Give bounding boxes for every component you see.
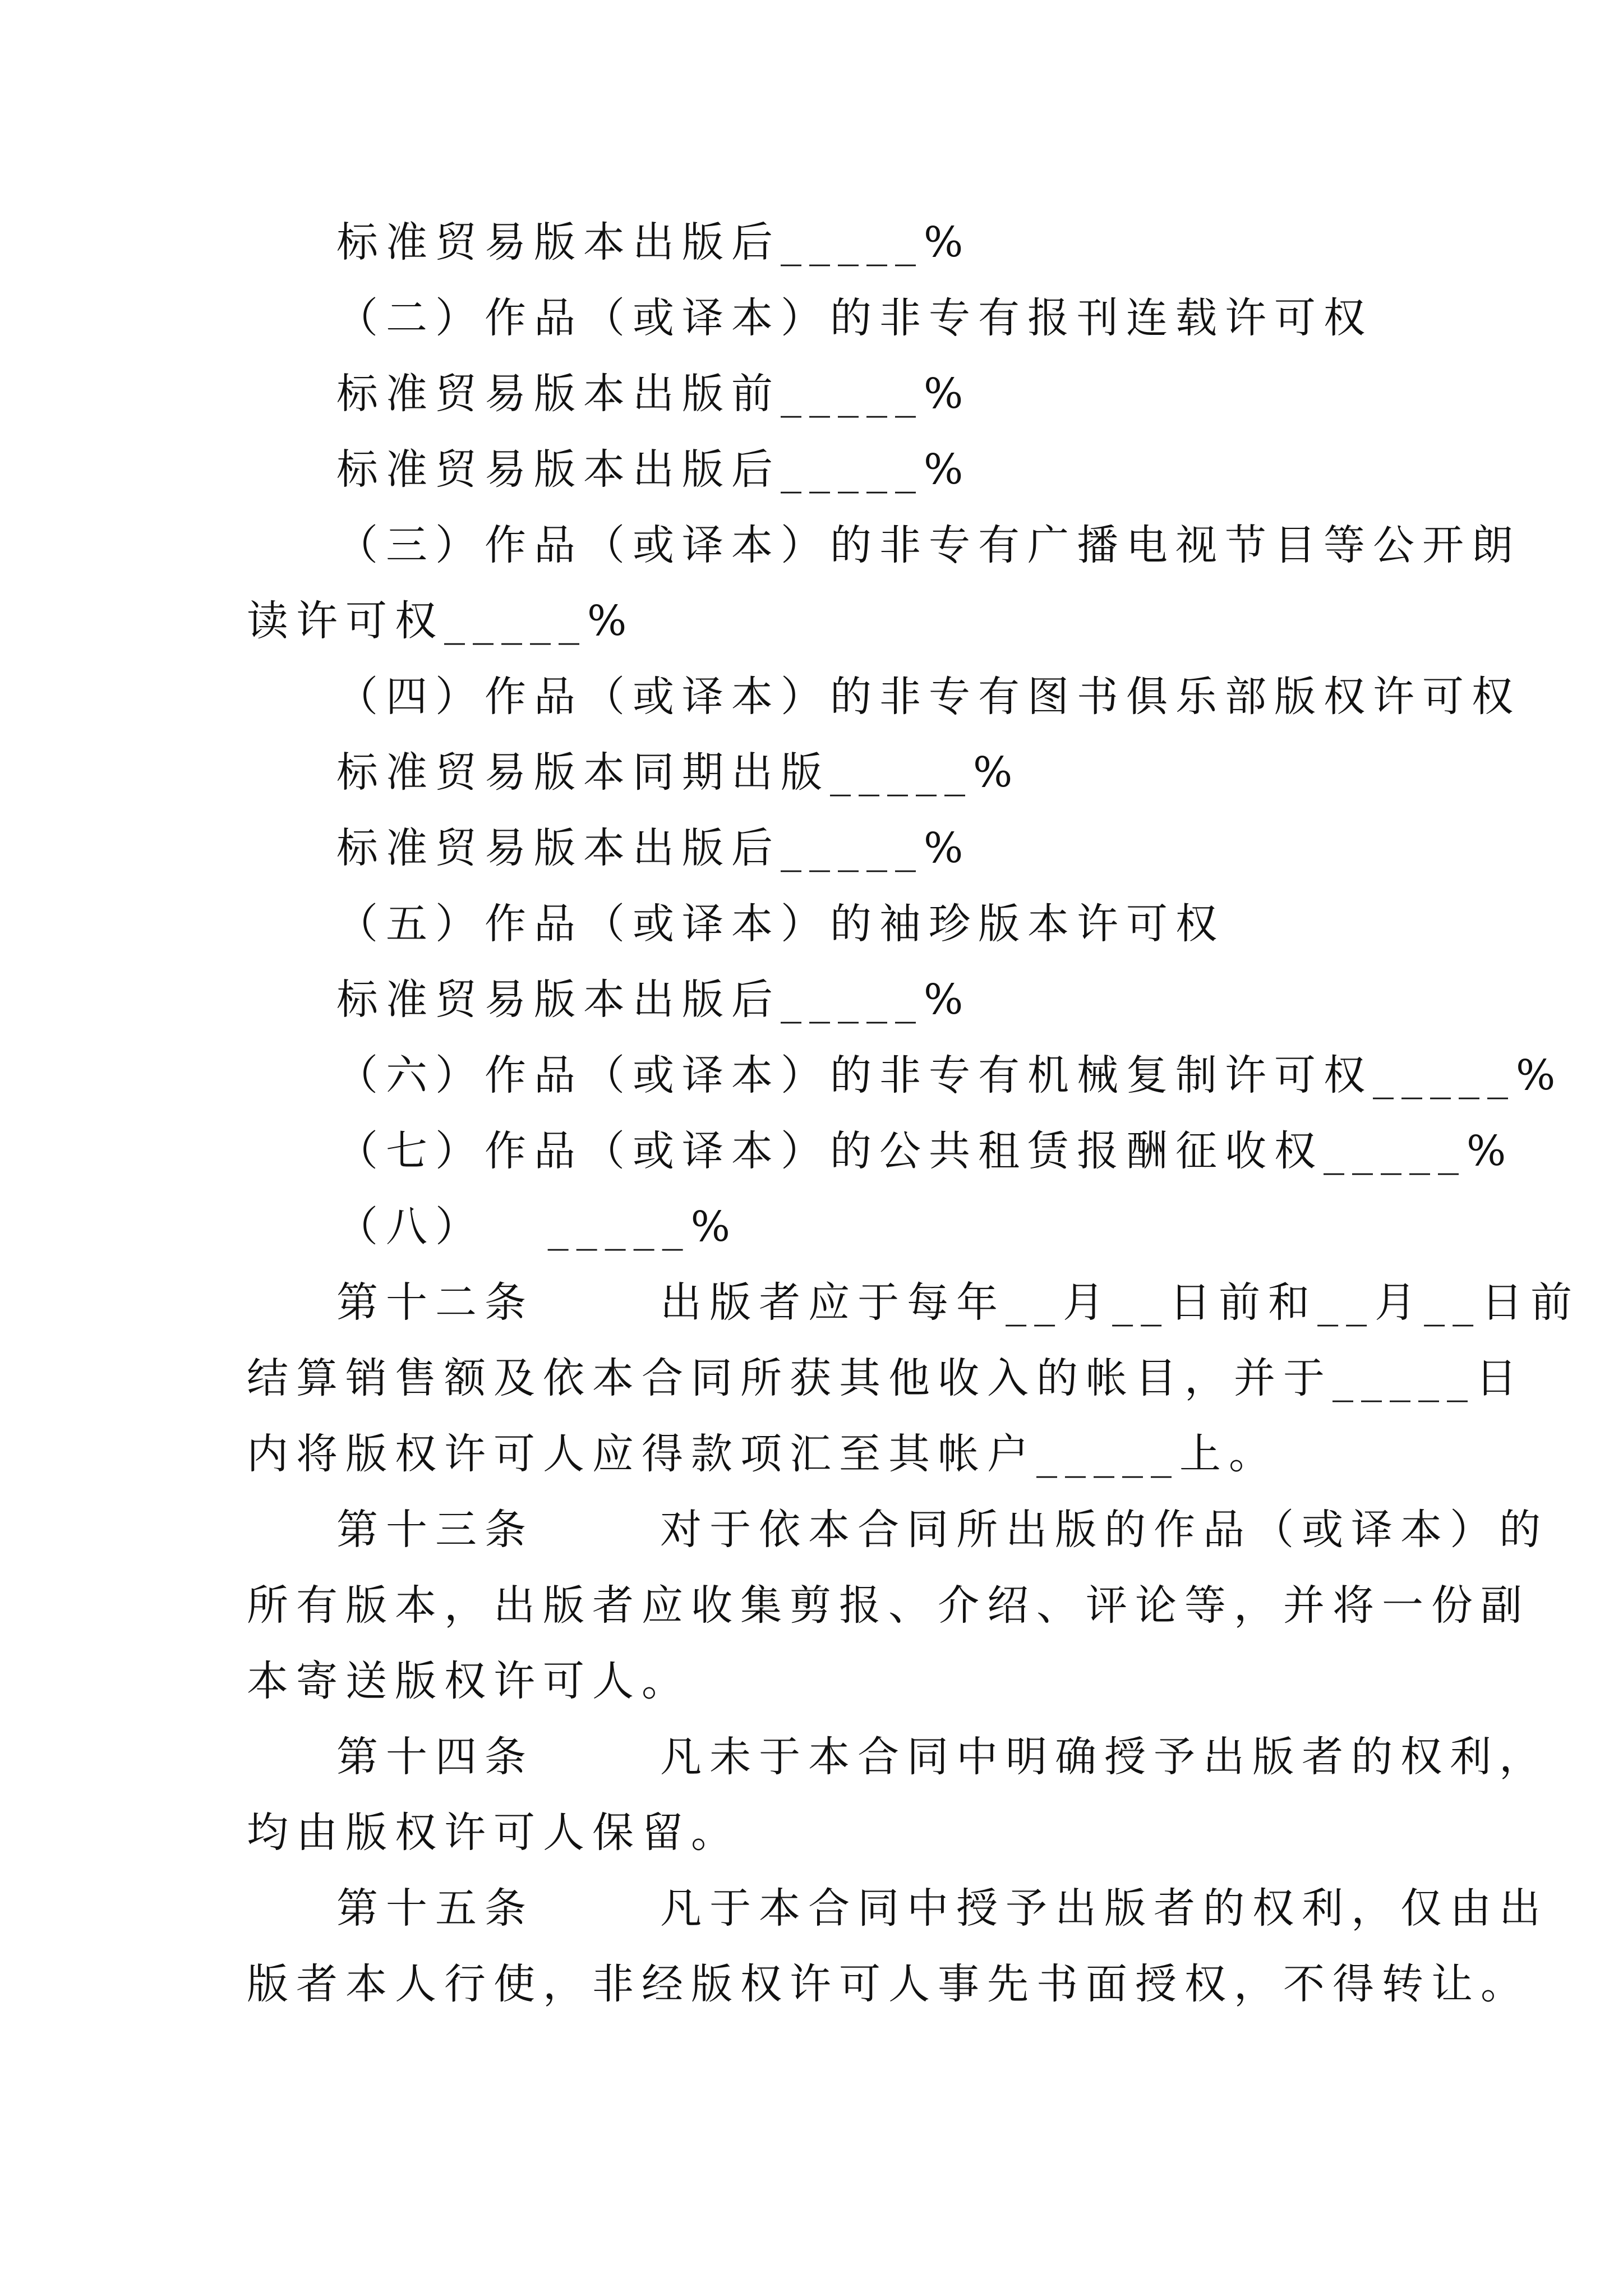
text-line: 均由版权许可人保留。 [247, 1809, 740, 1857]
text-line: （七）作品（或译本）的公共租赁报酬征收权_____% [336, 1127, 1514, 1175]
text-line: （四）作品（或译本）的非专有图书俱乐部版权许可权 [336, 673, 1521, 721]
text-line: 标准贸易版本出版后_____% [336, 445, 971, 494]
text-line: 标准贸易版本出版后_____% [336, 218, 971, 266]
text-line: 所有版本，出版者应收集剪报、介绍、评论等，并将一份副 [247, 1581, 1530, 1630]
text-line: 标准贸易版本同期出版_____% [336, 748, 1021, 797]
text-line: （六）作品（或译本）的非专有机械复制许可权_____% [336, 1051, 1564, 1099]
text-line: 标准贸易版本出版后_____% [336, 824, 971, 872]
text-line: 第十三条 对于依本合同所出版的作品（或译本）的 [336, 1506, 1549, 1554]
text-line: （二）作品（或译本）的非专有报刊连载许可权 [336, 294, 1373, 342]
text-line: 第十四条 凡未于本合同中明确授予出版者的权利， [336, 1733, 1549, 1781]
text-line: 第十五条 凡于本合同中授予出版者的权利，仅由出 [336, 1884, 1549, 1932]
text-line: 版者本人行使，非经版权许可人事先书面授权，不得转让。 [247, 1960, 1530, 2008]
text-line: 标准贸易版本出版后_____% [336, 976, 971, 1024]
text-line: 第十二条 出版者应于每年__月__日前和__月__日前 [336, 1278, 1580, 1327]
text-line: 结算销售额及依本合同所获其他收入的帐目，并于_____日 [247, 1354, 1525, 1402]
text-line: （八） _____% [336, 1203, 738, 1251]
text-line: （三）作品（或译本）的非专有广播电视节目等公开朗 [336, 521, 1521, 569]
text-line: 标准贸易版本出版前_____% [336, 370, 971, 418]
text-line: 本寄送版权许可人。 [247, 1657, 691, 1705]
text-line: 读许可权_____% [247, 597, 635, 645]
text-line: 内将版权许可人应得款项汇至其帐户_____上。 [247, 1430, 1278, 1478]
text-line: （五）作品（或译本）的袖珍版本许可权 [336, 900, 1225, 948]
